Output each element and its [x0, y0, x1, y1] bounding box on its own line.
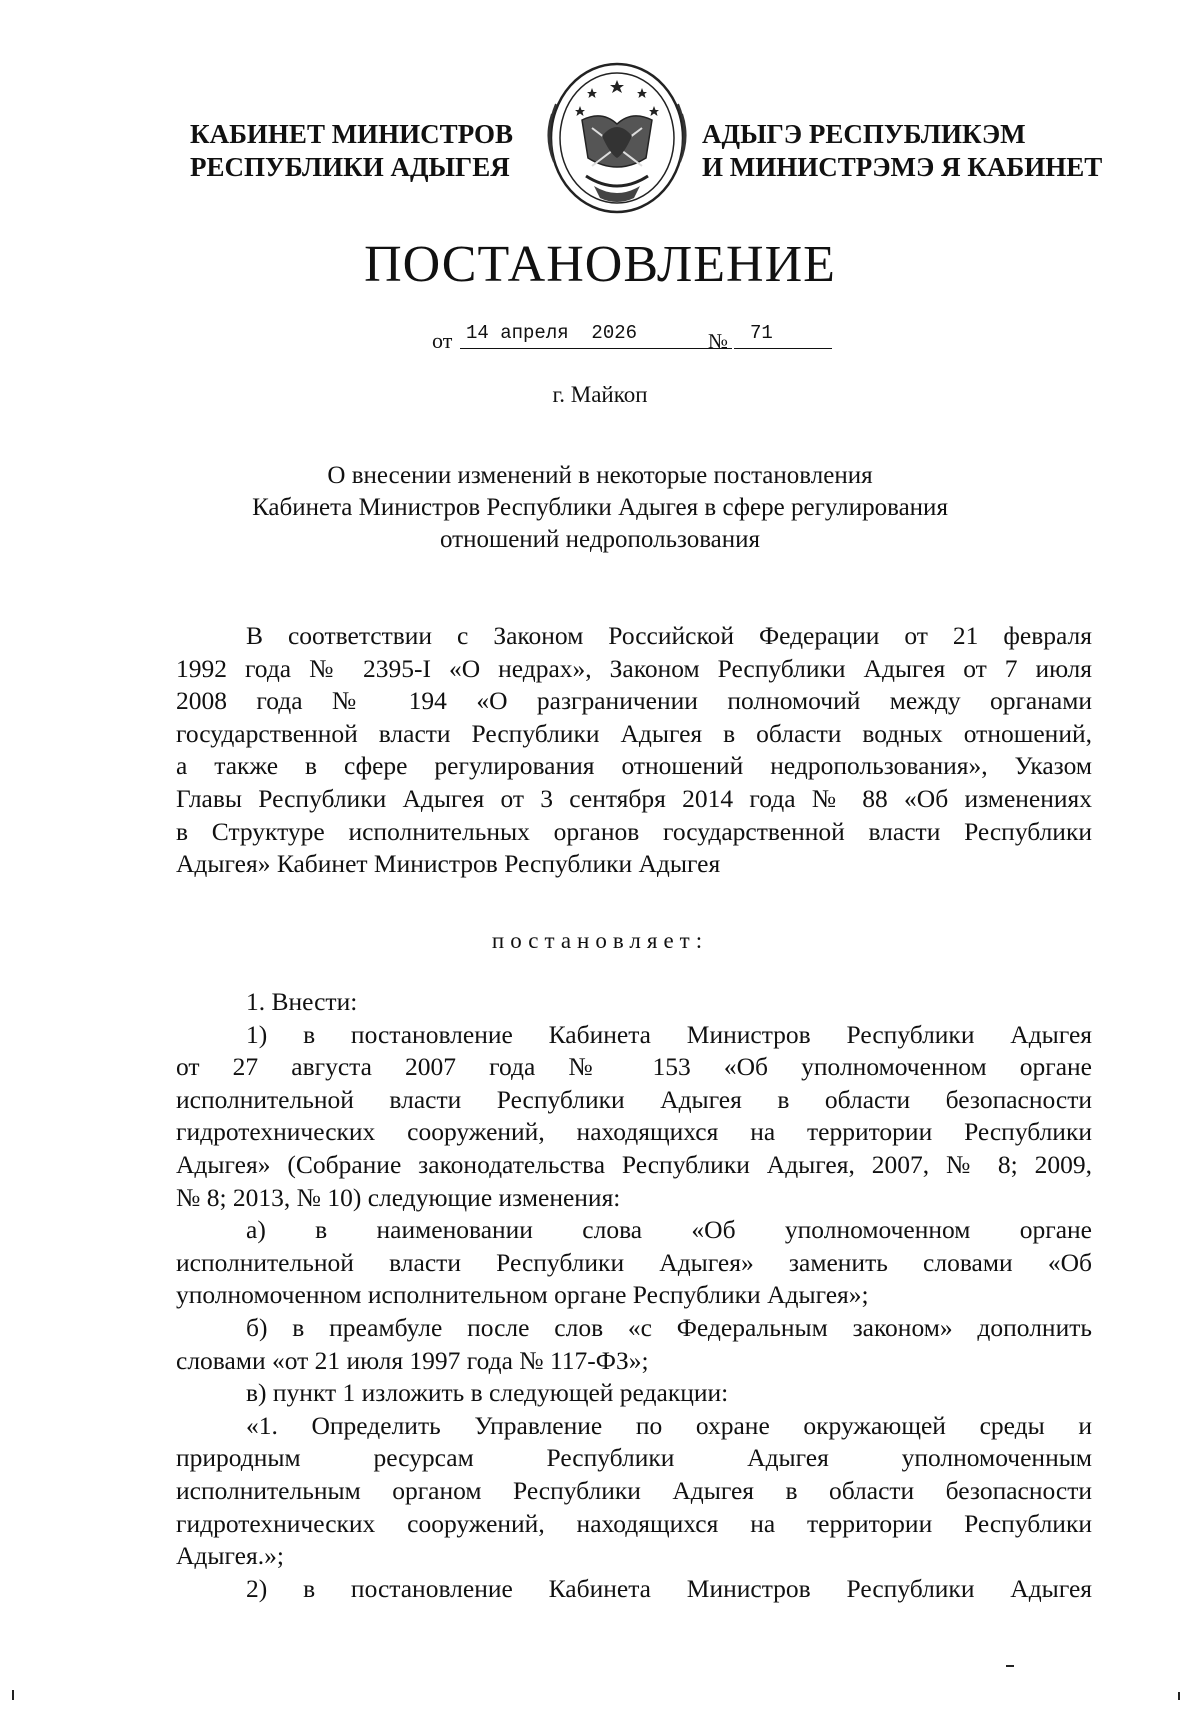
- header-right-line: И МИНИСТРЭМЭ Я КАБИНЕТ: [702, 152, 1103, 182]
- document-number: 71: [750, 322, 773, 344]
- text-line: 1) в постановление Кабинета Министров Республики Адыгея: [246, 1019, 1092, 1049]
- city: г. Майкоп: [552, 382, 648, 407]
- text-line: б) в преамбуле после слов «с Федеральным законом» дополнить: [246, 1312, 1092, 1342]
- body-section: [176, 986, 1092, 1605]
- date-number-line: [432, 320, 842, 352]
- text-line: а также в сфере регулирования отношений недропользования», Указом: [176, 751, 1092, 781]
- scan-speck: [1006, 1665, 1014, 1667]
- document-title: ПОСТАНОВЛЕНИЕ: [364, 236, 836, 293]
- preamble-paragraph: [176, 620, 1092, 881]
- text-line: 2008 года № 194 «О разграничении полномочий между органами: [176, 686, 1092, 716]
- scan-speck: [1178, 1692, 1180, 1700]
- text-line: В соответствии с Законом Российской Федерации от 21 февраля: [246, 621, 1092, 650]
- coat-of-arms-icon: [542, 58, 692, 218]
- text-line: «1. Определить Управление по охране окружающей среды и: [246, 1410, 1092, 1440]
- text-line: уполномоченном исполнительном органе Республики Адыгея»;: [176, 1280, 869, 1310]
- text-line: природным ресурсам Республики Адыгея уполномоченным: [176, 1443, 1092, 1473]
- text-line: государственной власти Республики Адыгея в области водных отношений,: [176, 718, 1092, 748]
- text-line: Главы Республики Адыгея от 3 сентября 2014 года № 88 «Об изменениях: [176, 783, 1092, 813]
- text-line: словами «от 21 июля 1997 года № 117-ФЗ»;: [176, 1345, 649, 1375]
- text-line: исполнительным органом Республики Адыгея в области безопасности: [176, 1475, 1092, 1505]
- text-line: в) пункт 1 изложить в следующей редакции:: [246, 1378, 729, 1408]
- number-sign: №: [708, 329, 729, 353]
- text-line: исполнительной власти Республики Адыгея» заменить словами «Об: [176, 1247, 1092, 1277]
- subject-line: О внесении изменений в некоторые постановления: [327, 462, 873, 489]
- text-line: исполнительной власти Республики Адыгея в области безопасности: [176, 1084, 1092, 1114]
- text-line: 2) в постановление Кабинета Министров Республики Адыгея: [246, 1573, 1092, 1603]
- header-left-line: КАБИНЕТ МИНИСТРОВ: [190, 119, 514, 149]
- decree-word: постановляет:: [491, 928, 709, 953]
- text-line: Адыгея.»;: [176, 1541, 284, 1571]
- header-right-line: АДЫГЭ РЕСПУБЛИКЭМ: [702, 119, 1026, 149]
- subject-line: отношений недропользования: [439, 526, 761, 553]
- text-line: 1992 года № 2395-I «О недрах», Законом Республики Адыгея от 7 июля: [176, 653, 1092, 683]
- header-left-line: РЕСПУБЛИКИ АДЫГЕЯ: [190, 152, 510, 182]
- document-date: 14 апреля 2026: [466, 322, 638, 344]
- header-left-russian: [190, 118, 513, 184]
- text-line: 1. Внести:: [246, 987, 358, 1016]
- header-right-adyghe: [702, 118, 1102, 184]
- date-prefix: от: [432, 328, 453, 353]
- text-line: от 27 августа 2007 года № 153 «Об уполномоченном органе: [176, 1052, 1092, 1082]
- text-line: № 8; 2013, № 10) следующие изменения:: [176, 1182, 621, 1212]
- text-line: а) в наименовании слова «Об уполномоченном органе: [246, 1215, 1092, 1245]
- text-line: Адыгея» Кабинет Министров Республики Адыгея: [176, 849, 721, 879]
- document-subject: [180, 460, 1020, 556]
- scan-speck: [12, 1690, 14, 1700]
- text-line: гидротехнических сооружений, находящихся на территории Республики: [176, 1508, 1092, 1538]
- subject-line: Кабинета Министров Республики Адыгея в сфере регулирования: [252, 494, 948, 521]
- text-line: в Структуре исполнительных органов государственной власти Республики: [176, 816, 1092, 846]
- number-underline: [734, 320, 832, 349]
- text-line: Адыгея» (Собрание законодательства Республики Адыгея, 2007, № 8; 2009,: [176, 1149, 1092, 1179]
- text-line: гидротехнических сооружений, находящихся на территории Республики: [176, 1117, 1092, 1147]
